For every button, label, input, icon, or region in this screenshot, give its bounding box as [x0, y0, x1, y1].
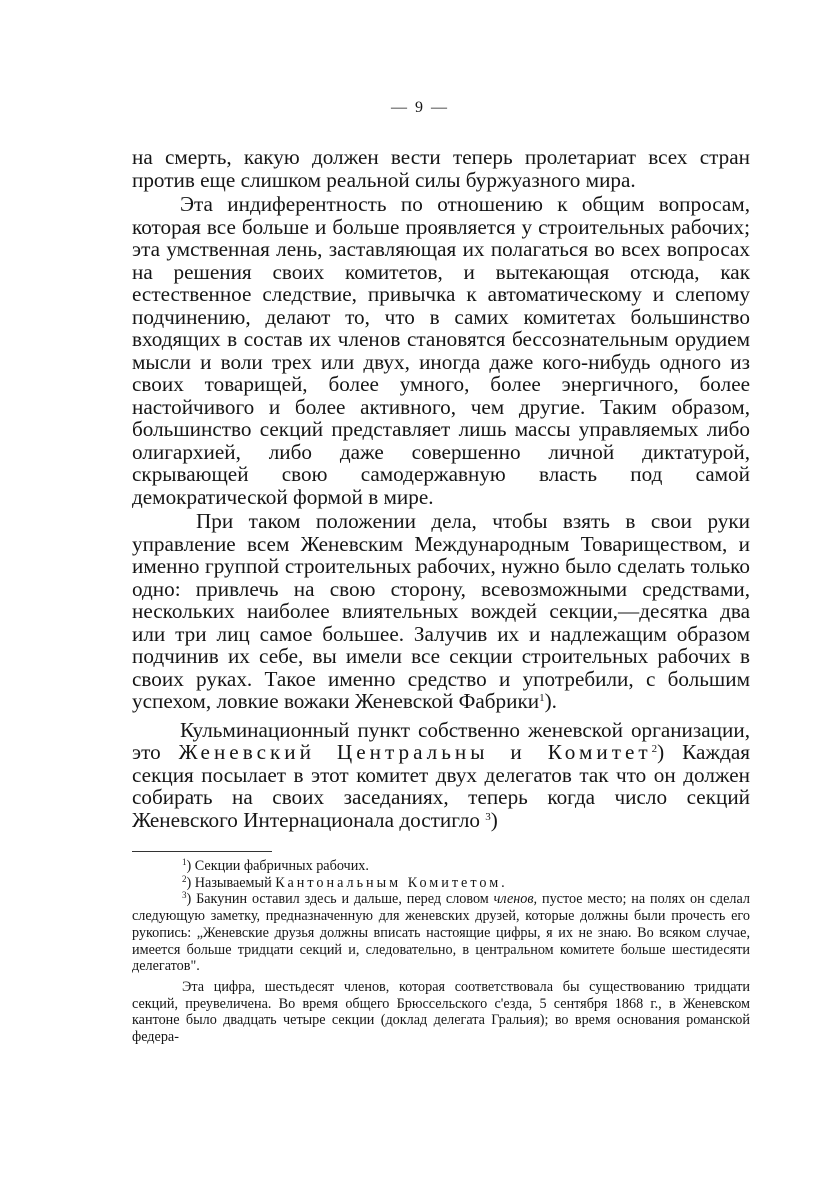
footnote-separator	[132, 851, 272, 852]
paragraph-3-text: При таком положении дела, чтобы взять в свои руки управление всем Женевским Международным Товариществом, и именно группой строительных рабочих, нужно было сделать только одно: привлечь на свою сторону, всевозможными средствами, нескольких наиболее влиятельных вождей секции,—десятка два или три лиц самое большее. Залучив их и надлежащим образом подчинив их себе, вы имели все секции строительных рабочих в своих руках. Такое именно средство и употребили, с большим успехом, ловкие вожаки Женевской Фабрики	[132, 509, 750, 713]
page-number: — 9 —	[391, 99, 449, 116]
footnote-2-text: ) Называемый	[186, 874, 272, 891]
paragraph-4	[132, 719, 750, 832]
footnote-2-end: .	[501, 874, 505, 891]
footnote-ref-2: 2	[651, 743, 658, 755]
paragraph-4-text-b: ) Каждая секция посылает в этот комитет двух делегатов так что он должен собирать на своих заседаниях, теперь когда число секций Женевского Интернационала достигло	[132, 740, 751, 832]
footnote-2	[132, 875, 750, 892]
footnote-3-text-b: пустое место; на полях он сделал следующую заметку, предназначенную для женевских друзей, которые должны были прочесть его рукопись: „Женевские друзья должны вписать настоящие цифры, я их не знаю. Во всяком случае, имеется больше тридцати секций и, следовательно, в центральном комитете больше шестидесяти делегатов".	[132, 891, 751, 975]
footnote-ref-1: 1	[539, 692, 545, 704]
footnote-3-italic: членов,	[493, 891, 538, 908]
footnotes	[132, 858, 750, 1046]
footnote-3-continuation: Эта цифра, шестьдесят членов, которая соответствовала бы существованию тридцати секций, преувеличена. Во время общего Брюссельского с'езда, 5 сентября 1868 г., в Женевском кантоне было двадцать четыре секции (доклад делегата Гральия); во время основания романской федера-	[132, 978, 750, 1046]
paragraph-4-text-a: Кульминационный пункт собственно женевской организации, это	[132, 717, 750, 764]
footnote-2-mark: 2	[182, 873, 187, 884]
paragraph-4-end: )	[490, 807, 498, 832]
footnote-3	[132, 891, 750, 975]
footnote-1-text: ) Секции фабричных рабочих.	[186, 858, 369, 874]
paragraph-1: на смерть, какую должен вести теперь пролетариат всех стран против еще слишком реальной силы буржуазного мира.	[132, 145, 750, 192]
footnote-1	[132, 858, 750, 875]
paragraph-3-end: ).	[544, 689, 557, 713]
paragraph-3	[132, 510, 750, 713]
footnote-3-mark: 3	[182, 890, 187, 901]
main-text	[132, 146, 750, 831]
footnote-2-spaced: Кантональным Комитетом	[275, 874, 502, 891]
footnote-1-mark: 1	[182, 857, 187, 867]
footnote-3-text-a: ) Бакунин оставил здесь и дальше, перед словом	[186, 891, 489, 908]
paragraph-2: Эта индиферентность по отношению к общим вопросам, которая все больше и больше проявляется у строительных рабочих; эта умственная лень, заставляющая их полагаться во всех вопросах на решения своих комитетов, и вытекающая отсюда, как естественное следствие, привычка к автоматическому и слепому подчинению, делают то, что в самих комитетах большинство входящих в состав их членов становятся бессознательным орудием мысли и воли трех или двух, иногда даже кого-нибудь одного из своих товарищей, более умного, более энергичного, более настойчивого и более активного, чем другие. Таким образом, большинство секций представляет лишь массы управляемых либо олигархией, либо даже совершенно личной диктатурой, скрывающей свою самодержавную власть под самой демократической формой в мире.	[132, 192, 750, 509]
footnote-ref-3: 3	[485, 810, 491, 823]
committee-name-spaced: Женевский Центральны и Комитет	[178, 740, 652, 764]
